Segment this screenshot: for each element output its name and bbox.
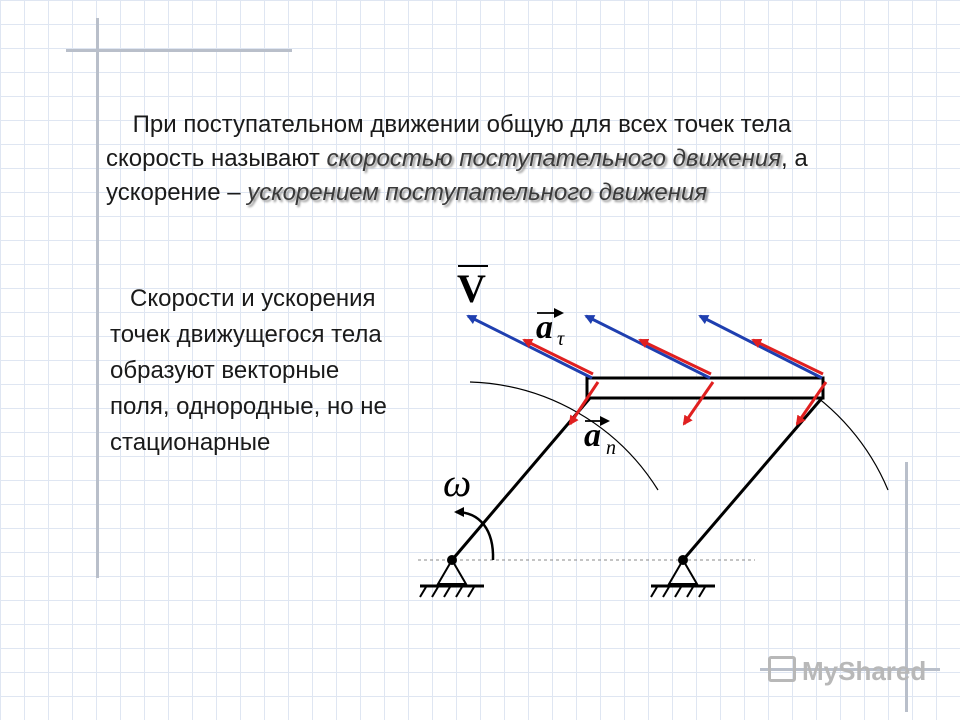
a-n-subscript: n: [606, 437, 616, 459]
a-n-label: a: [584, 417, 601, 454]
intro-text-part2: , а ускорение –: [106, 145, 808, 206]
tangential-acceleration-arrow-3: [753, 340, 823, 374]
crank-right: [683, 398, 822, 560]
support-right: [651, 555, 715, 597]
a-tau-subscript: τ: [557, 328, 565, 350]
tangential-acceleration-arrow-2: [640, 340, 711, 374]
side-text: Скорости и ускорения точек движущегося тела образуют векторные поля, однородные, но не стационарные: [110, 285, 387, 456]
velocity-arrow-2: [586, 316, 710, 378]
velocity-arrow-1: [468, 316, 592, 378]
support-left: [420, 555, 484, 597]
a-tau-label: a: [536, 309, 553, 346]
intro-term-acceleration: ускорением поступательного движения: [247, 179, 708, 206]
watermark-text: MyShared: [802, 656, 927, 686]
watermark-logo: [768, 656, 926, 687]
omega-label: ω: [443, 460, 472, 505]
intro-text-part1: При поступательном движении общую для всех точек тела скорость называют: [106, 111, 792, 172]
intro-term-velocity: скоростью поступательного движения: [326, 145, 782, 172]
velocity-label: V: [457, 266, 486, 311]
watermark-icon: [768, 656, 796, 682]
velocity-arrow-3: [700, 316, 822, 378]
crank-left: [452, 398, 590, 560]
